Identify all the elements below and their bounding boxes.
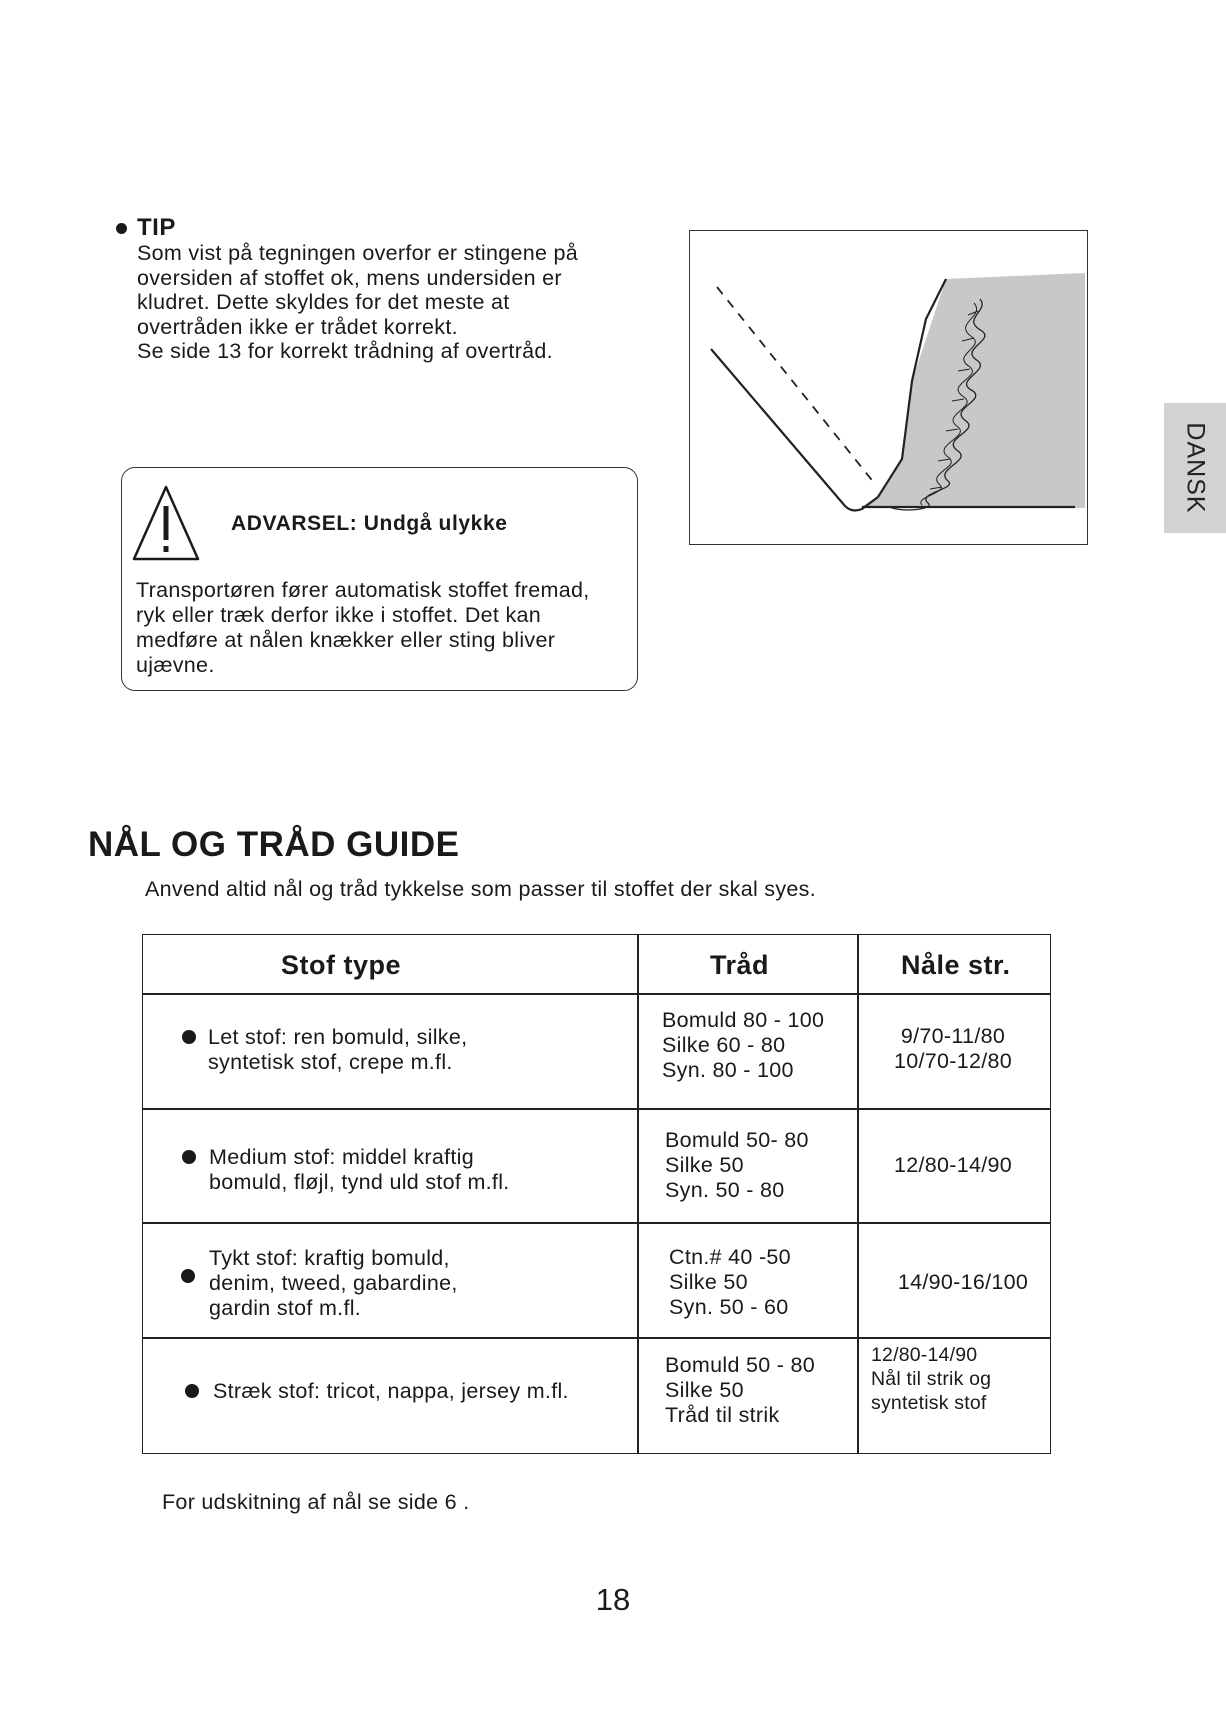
tip-line: oversiden af stoffet ok, mens undersiden er (137, 265, 562, 290)
thread-line: Bomuld 50 - 80 (665, 1353, 816, 1377)
thread-line: Syn. 80 - 100 (662, 1058, 794, 1082)
needle-cell (871, 1343, 991, 1415)
needle-line: 14/90-16/100 (897, 1270, 1029, 1294)
fabric-cell (209, 1246, 458, 1321)
needle-line: 9/70-11/80 (900, 1024, 1006, 1048)
fabric-cell (208, 1025, 467, 1075)
row-bullet (181, 1269, 195, 1283)
header-fabric-type: Stof type (281, 950, 402, 980)
guide-title: NÅL OG TRÅD GUIDE (88, 825, 460, 864)
warning-line: ryk eller træk derfor ikke i stoffet. Det kan (136, 603, 542, 627)
warning-line: ujævne. (136, 653, 215, 677)
needle-replacement-note: For udskitning af nål se side 6 . (162, 1490, 470, 1514)
tip-line: kludret. Dette skyldes for det meste at (137, 290, 510, 314)
fabric-line: bomuld, fløjl, tynd uld stof m.fl. (209, 1170, 510, 1194)
fabric-cell (213, 1379, 569, 1404)
warning-text (136, 578, 590, 678)
fabric-line: Tykt stof: kraftig bomuld, (209, 1246, 450, 1270)
warning-line: Transportøren fører automatisk stoffet fremad, (136, 578, 590, 602)
thread-cell (662, 1008, 824, 1083)
fabric-line: Stræk stof: tricot, nappa, jersey m.fl. (213, 1379, 569, 1403)
needle-cell (878, 1024, 1028, 1074)
tip-line: overtråden ikke er trådet korrekt. (137, 314, 458, 339)
needle-thread-table (142, 934, 1051, 1454)
tip-line: Se side 13 for korrekt trådning af overtråd. (137, 339, 553, 363)
fabric-cell (209, 1145, 510, 1195)
tip-bullet (116, 223, 127, 234)
thread-cell (669, 1245, 791, 1320)
thread-line: Tråd til strik (665, 1403, 780, 1427)
warning-triangle-icon (131, 484, 201, 562)
fabric-line: denim, tweed, gabardine, (209, 1271, 458, 1295)
column-divider (857, 935, 859, 1453)
tip-text (137, 241, 578, 364)
needle-line: 12/80-14/90 (871, 1344, 978, 1366)
tip-heading: TIP (137, 214, 176, 241)
thread-line: Syn. 50 - 80 (665, 1178, 785, 1202)
thread-line: Bomuld 50- 80 (665, 1128, 809, 1152)
row-bullet (185, 1384, 199, 1398)
thread-cell (665, 1128, 809, 1203)
thread-line: Silke 50 (669, 1270, 748, 1294)
language-tab-label: DANSK (1181, 422, 1210, 514)
needle-line: 10/70-12/80 (893, 1049, 1013, 1073)
fabric-line: Let stof: ren bomuld, silke, (208, 1025, 468, 1049)
thread-line: Silke 60 - 80 (662, 1033, 786, 1057)
fabric-line: syntetisk stof, crepe m.fl. (208, 1050, 453, 1074)
row-divider (143, 1337, 1050, 1339)
row-divider (143, 1108, 1050, 1110)
needle-line: syntetisk stof (871, 1392, 987, 1414)
thread-line: Bomuld 80 - 100 (662, 1008, 825, 1032)
warning-line: medføre at nålen knækker eller sting bliver (136, 628, 556, 652)
row-bullet (182, 1150, 196, 1164)
thread-line: Silke 50 (665, 1378, 744, 1402)
fabric-line: Medium stof: middel kraftig (209, 1145, 474, 1169)
page-number: 18 (595, 1582, 631, 1617)
needle-cell (878, 1153, 1028, 1178)
fabric-line: gardin stof m.fl. (209, 1296, 362, 1320)
column-divider (637, 935, 639, 1453)
thread-line: Silke 50 (665, 1153, 744, 1177)
row-divider (143, 993, 1050, 995)
header-thread: Tråd (710, 950, 770, 980)
needle-line: Nål til strik og (871, 1368, 992, 1390)
header-needle-size: Nåle str. (901, 950, 1011, 980)
language-tab (1164, 403, 1226, 533)
thread-line: Ctn.# 40 -50 (669, 1245, 791, 1269)
row-divider (143, 1222, 1050, 1224)
fabric-stitch-drawing (690, 231, 1086, 543)
warning-title: ADVARSEL: Undgå ulykke (231, 512, 508, 535)
row-bullet (182, 1030, 196, 1044)
thread-line: Syn. 50 - 60 (669, 1295, 789, 1319)
tip-line: Som vist på tegningen overfor er stingene på (137, 241, 579, 265)
needle-cell (878, 1270, 1048, 1295)
stitch-illustration (689, 230, 1088, 545)
guide-subtitle: Anvend altid nål og tråd tykkelse som passer til stoffet der skal syes. (145, 877, 816, 901)
needle-line: 12/80-14/90 (893, 1153, 1013, 1177)
thread-cell (665, 1353, 815, 1428)
